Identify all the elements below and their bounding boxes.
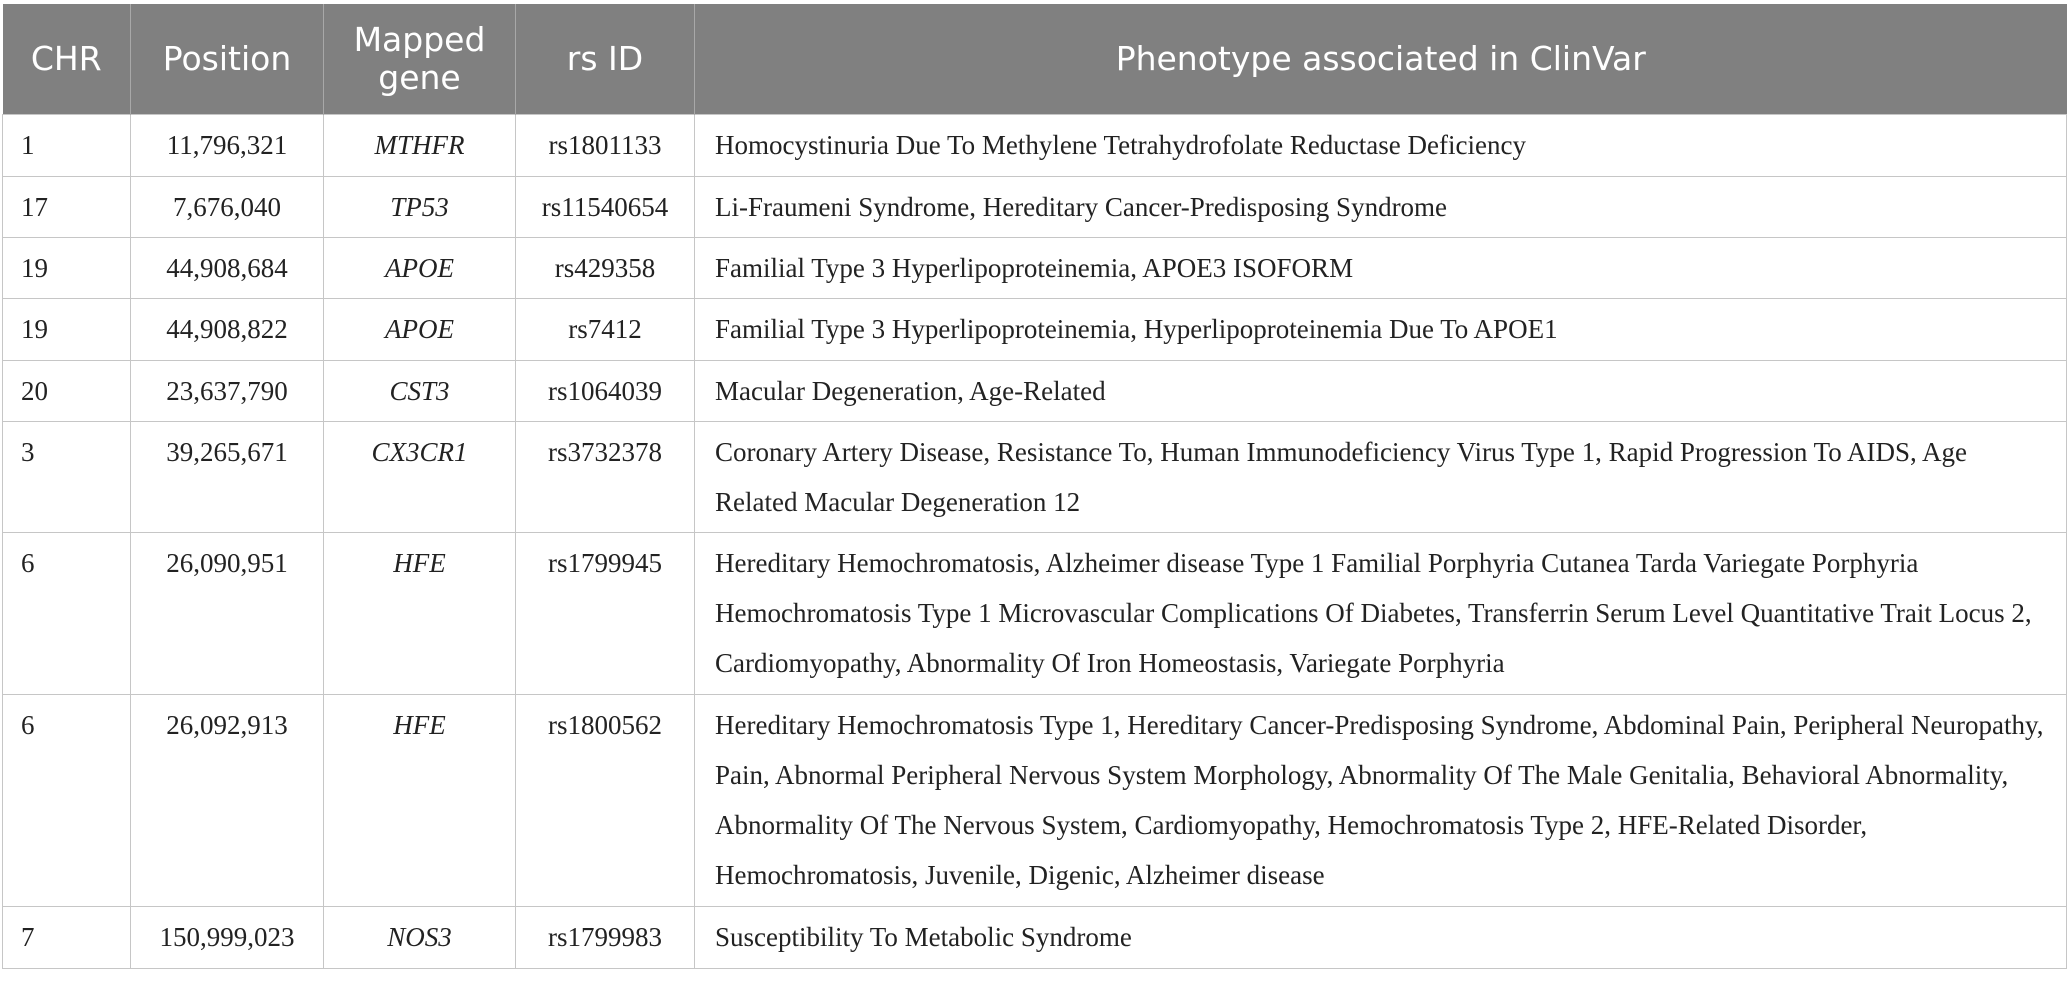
cell-gene: HFE <box>324 532 516 694</box>
header-chr: CHR <box>3 4 131 114</box>
cell-phenotype: Susceptibility To Metabolic Syndrome <box>695 906 2067 968</box>
cell-gene: CX3CR1 <box>324 421 516 532</box>
table-row <box>3 532 2067 694</box>
cell-rs-id: rs1801133 <box>516 114 695 176</box>
cell-chr: 20 <box>3 360 131 421</box>
cell-position: 7,676,040 <box>131 176 324 237</box>
table-row <box>3 237 2067 298</box>
header-phenotype: Phenotype associated in ClinVar <box>695 4 2067 114</box>
table-row <box>3 360 2067 421</box>
cell-position: 44,908,822 <box>131 298 324 360</box>
cell-phenotype: Li-Fraumeni Syndrome, Hereditary Cancer-Predisposing Syndrome <box>695 176 2067 237</box>
cell-gene: TP53 <box>324 176 516 237</box>
cell-phenotype: Familial Type 3 Hyperlipoproteinemia, Hyperlipoproteinemia Due To APOE1 <box>695 298 2067 360</box>
table-row <box>3 421 2067 532</box>
header-rs-id: rs ID <box>516 4 695 114</box>
cell-gene: NOS3 <box>324 906 516 968</box>
cell-phenotype: Hereditary Hemochromatosis, Alzheimer disease Type 1 Familial Porphyria Cutanea Tarda Variegate Porphyria Hemochromatosis Type 1 Microvascular Complications Of Diabetes, Transferrin Serum Level Quantitative Trait Locus 2, Cardiomyopathy, Abnormality Of Iron Homeostasis, Variegate Porphyria <box>695 532 2067 694</box>
cell-rs-id: rs11540654 <box>516 176 695 237</box>
table-row <box>3 298 2067 360</box>
table-header <box>3 4 2067 114</box>
cell-rs-id: rs1800562 <box>516 694 695 906</box>
cell-chr: 3 <box>3 421 131 532</box>
cell-rs-id: rs1064039 <box>516 360 695 421</box>
cell-rs-id: rs3732378 <box>516 421 695 532</box>
table-row <box>3 176 2067 237</box>
cell-rs-id: rs1799983 <box>516 906 695 968</box>
cell-chr: 19 <box>3 237 131 298</box>
cell-gene: MTHFR <box>324 114 516 176</box>
cell-position: 150,999,023 <box>131 906 324 968</box>
cell-phenotype: Macular Degeneration, Age-Related <box>695 360 2067 421</box>
clinvar-variant-table <box>2 4 2067 969</box>
cell-chr: 6 <box>3 532 131 694</box>
cell-phenotype: Hereditary Hemochromatosis Type 1, Hereditary Cancer-Predisposing Syndrome, Abdominal Pain, Peripheral Neuropathy, Pain, Abnormal Peripheral Nervous System Morphology, Abnormality Of The Male Genitalia, Behavioral Abnormality, Abnormality Of The Nervous System, Cardiomyopathy, Hemochromatosis Type 2, HFE-Related Disorder, Hemochromatosis, Juvenile, Digenic, Alzheimer disease <box>695 694 2067 906</box>
table-body <box>3 114 2067 968</box>
cell-gene: CST3 <box>324 360 516 421</box>
cell-gene: APOE <box>324 298 516 360</box>
cell-position: 44,908,684 <box>131 237 324 298</box>
cell-phenotype: Familial Type 3 Hyperlipoproteinemia, APOE3 ISOFORM <box>695 237 2067 298</box>
cell-position: 26,090,951 <box>131 532 324 694</box>
cell-position: 39,265,671 <box>131 421 324 532</box>
cell-chr: 6 <box>3 694 131 906</box>
cell-rs-id: rs429358 <box>516 237 695 298</box>
table-row <box>3 114 2067 176</box>
header-row <box>3 4 2067 114</box>
cell-chr: 7 <box>3 906 131 968</box>
cell-chr: 1 <box>3 114 131 176</box>
cell-gene: APOE <box>324 237 516 298</box>
table-row <box>3 694 2067 906</box>
cell-position: 11,796,321 <box>131 114 324 176</box>
cell-phenotype: Homocystinuria Due To Methylene Tetrahydrofolate Reductase Deficiency <box>695 114 2067 176</box>
cell-phenotype: Coronary Artery Disease, Resistance To, Human Immunodeficiency Virus Type 1, Rapid Progression To AIDS, Age Related Macular Degeneration 12 <box>695 421 2067 532</box>
table-row <box>3 906 2067 968</box>
cell-chr: 19 <box>3 298 131 360</box>
cell-position: 23,637,790 <box>131 360 324 421</box>
cell-rs-id: rs7412 <box>516 298 695 360</box>
header-position: Position <box>131 4 324 114</box>
cell-position: 26,092,913 <box>131 694 324 906</box>
cell-gene: HFE <box>324 694 516 906</box>
cell-rs-id: rs1799945 <box>516 532 695 694</box>
cell-chr: 17 <box>3 176 131 237</box>
header-mapped-gene: Mapped gene <box>324 4 516 114</box>
